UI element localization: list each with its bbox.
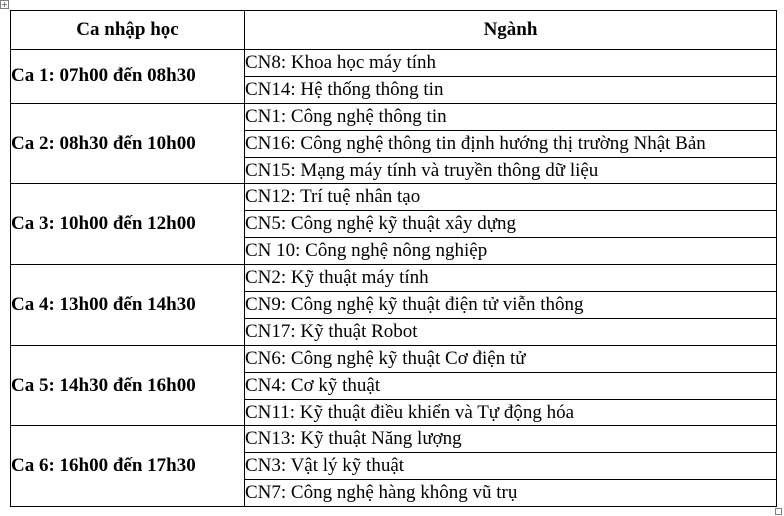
major-cell: CN4: Cơ kỹ thuật — [245, 372, 777, 399]
major-cell: CN14: Hệ thống thông tin — [245, 76, 777, 103]
header-session: Ca nhập học — [11, 11, 245, 50]
table-row — [11, 345, 777, 372]
table-move-handle[interactable]: + — [1, 0, 8, 9]
session-label: Ca 4: 13h00 đến 14h30 — [11, 265, 245, 346]
table-body — [11, 50, 777, 507]
table-row — [11, 265, 777, 292]
session-label: Ca 2: 08h30 đến 10h00 — [11, 103, 245, 184]
major-cell: CN13: Kỹ thuật Năng lượng — [245, 426, 777, 453]
major-cell: CN1: Công nghệ thông tin — [245, 103, 777, 130]
table-row — [11, 103, 777, 130]
major-cell: CN2: Kỹ thuật máy tính — [245, 265, 777, 292]
table-row — [11, 426, 777, 453]
major-cell: CN15: Mạng máy tính và truyền thông dữ liệu — [245, 157, 777, 184]
major-cell: CN12: Trí tuệ nhân tạo — [245, 184, 777, 211]
session-label: Ca 6: 16h00 đến 17h30 — [11, 426, 245, 507]
major-cell: CN7: Công nghệ hàng không vũ trụ — [245, 480, 777, 507]
major-cell: CN11: Kỹ thuật điều khiển và Tự động hóa — [245, 399, 777, 426]
header-row — [11, 11, 777, 50]
major-cell: CN 10: Công nghệ nông nghiệp — [245, 238, 777, 265]
major-cell: CN9: Công nghệ kỹ thuật điện tử viễn thông — [245, 292, 777, 319]
table-resize-handle[interactable] — [775, 508, 782, 515]
session-label: Ca 5: 14h30 đến 16h00 — [11, 345, 245, 426]
major-cell: CN16: Công nghệ thông tin định hướng thị trường Nhật Bản — [245, 130, 777, 157]
session-label: Ca 3: 10h00 đến 12h00 — [11, 184, 245, 265]
session-label: Ca 1: 07h00 đến 08h30 — [11, 50, 245, 104]
table-row — [11, 184, 777, 211]
header-major: Ngành — [245, 11, 777, 50]
major-cell: CN6: Công nghệ kỹ thuật Cơ điện tử — [245, 345, 777, 372]
major-cell: CN8: Khoa học máy tính — [245, 50, 777, 77]
major-cell: CN5: Công nghệ kỹ thuật xây dựng — [245, 211, 777, 238]
major-cell: CN3: Vật lý kỹ thuật — [245, 453, 777, 480]
table-row — [11, 50, 777, 77]
admission-schedule-table — [10, 10, 777, 507]
major-cell: CN17: Kỹ thuật Robot — [245, 318, 777, 345]
